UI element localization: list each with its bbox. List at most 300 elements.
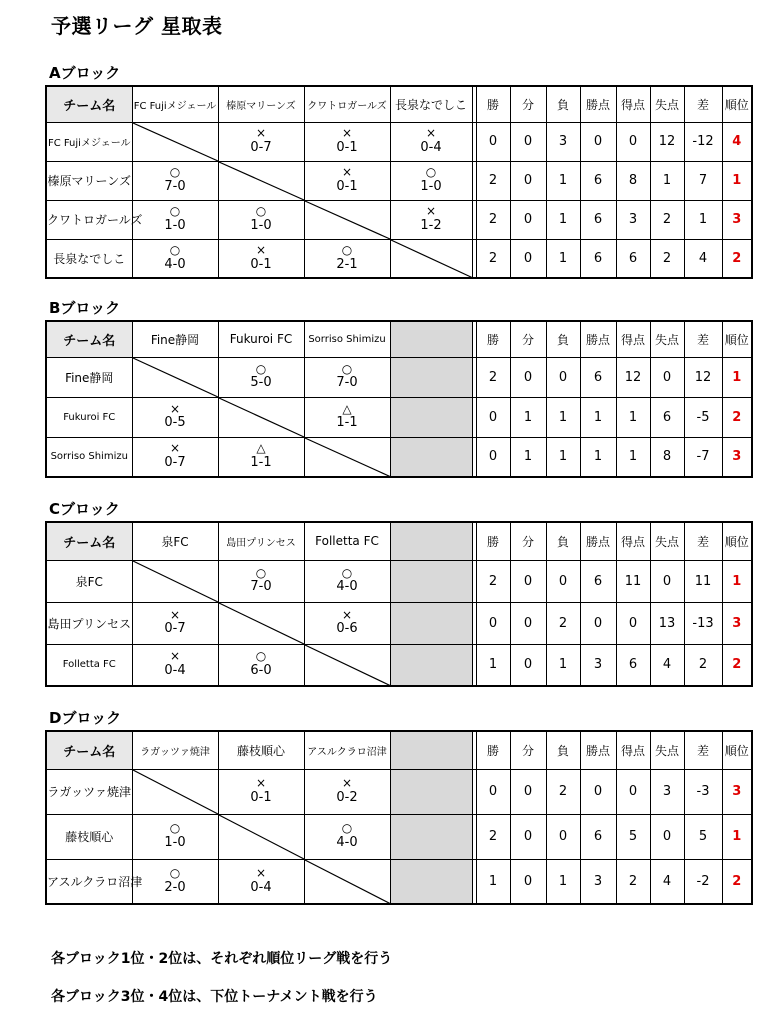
result-mark: × xyxy=(255,242,267,257)
standings-table xyxy=(45,85,753,279)
stat-value: 3 xyxy=(650,769,684,814)
team-name: 榛原マリーンズ xyxy=(46,161,132,200)
stat-value: 2 xyxy=(476,161,510,200)
table-row xyxy=(46,239,752,278)
table-row xyxy=(46,859,752,904)
header-stat: 差 xyxy=(684,321,722,357)
header-stat: 順位 xyxy=(722,522,752,560)
standings-table xyxy=(45,730,753,905)
header-opponent: 藤枝順心 xyxy=(218,731,304,769)
match-result xyxy=(304,357,390,397)
header-stat: 勝点 xyxy=(580,522,616,560)
result-score: 1-0 xyxy=(420,178,442,194)
stat-value: 6 xyxy=(580,200,616,239)
header-opponent: Fukuroi FC xyxy=(218,321,304,357)
result-score: 0-1 xyxy=(336,139,358,155)
stat-value: 1 xyxy=(510,397,546,437)
stat-value: 2 xyxy=(476,560,510,602)
result-score: 0-2 xyxy=(336,789,358,805)
stat-value: 2 xyxy=(476,200,510,239)
table-row xyxy=(46,644,752,686)
match-result xyxy=(132,602,218,644)
rank-value: 2 xyxy=(722,239,752,278)
stat-value: 13 xyxy=(650,602,684,644)
header-stat: 負 xyxy=(546,522,580,560)
table-row xyxy=(46,357,752,397)
match-result xyxy=(304,239,390,278)
result-mark: × xyxy=(169,607,181,622)
team-name: Fine静岡 xyxy=(46,357,132,397)
result-mark: ○ xyxy=(169,204,181,219)
team-name: 長泉なでしこ xyxy=(46,239,132,278)
header-stat: 失点 xyxy=(650,731,684,769)
stat-value: 6 xyxy=(580,357,616,397)
result-score: 4-0 xyxy=(164,256,186,272)
stat-value: 0 xyxy=(546,560,580,602)
stat-value: 8 xyxy=(650,437,684,477)
header-team-name: チーム名 xyxy=(46,86,132,122)
result-mark: △ xyxy=(342,401,352,416)
team-name: 藤枝順心 xyxy=(46,814,132,859)
stat-value: 0 xyxy=(510,122,546,161)
empty-column xyxy=(390,522,472,560)
result-mark: × xyxy=(341,607,353,622)
stat-value: 0 xyxy=(650,814,684,859)
header-stat: 分 xyxy=(510,731,546,769)
self-match-diagonal xyxy=(132,560,218,602)
team-name: 島田プリンセス xyxy=(46,602,132,644)
rank-value: 3 xyxy=(722,437,752,477)
stat-value: 0 xyxy=(476,602,510,644)
match-result xyxy=(304,814,390,859)
stat-value: 2 xyxy=(476,239,510,278)
empty-column xyxy=(390,731,472,769)
header-stat: 失点 xyxy=(650,86,684,122)
header-stat: 勝 xyxy=(476,86,510,122)
stat-value: -7 xyxy=(684,437,722,477)
match-result xyxy=(304,161,390,200)
match-result xyxy=(132,200,218,239)
standings-table xyxy=(45,521,753,687)
result-score: 0-4 xyxy=(164,663,186,679)
stat-value: 0 xyxy=(580,769,616,814)
header-stat: 分 xyxy=(510,86,546,122)
header-opponent: 島田プリンセス xyxy=(218,522,304,560)
stat-value: 12 xyxy=(650,122,684,161)
team-name: Folletta FC xyxy=(46,644,132,686)
header-stat: 勝 xyxy=(476,731,510,769)
standings-table xyxy=(45,320,753,478)
empty-cell xyxy=(390,437,472,477)
stat-value: -12 xyxy=(684,122,722,161)
match-result xyxy=(132,814,218,859)
table-row xyxy=(46,397,752,437)
result-score: 0-1 xyxy=(250,789,272,805)
stat-value: 4 xyxy=(650,859,684,904)
result-score: 6-0 xyxy=(250,663,272,679)
empty-cell xyxy=(390,859,472,904)
stat-value: 6 xyxy=(650,397,684,437)
self-match-diagonal xyxy=(390,239,472,278)
self-match-diagonal xyxy=(304,437,390,477)
self-match-diagonal xyxy=(304,200,390,239)
stat-value: 0 xyxy=(510,769,546,814)
stat-value: 0 xyxy=(650,357,684,397)
header-stat: 得点 xyxy=(616,321,650,357)
header-stat: 差 xyxy=(684,731,722,769)
rank-value: 2 xyxy=(722,644,752,686)
result-mark: × xyxy=(169,649,181,664)
result-score: 7-0 xyxy=(164,178,186,194)
table-row xyxy=(46,437,752,477)
table-row xyxy=(46,814,752,859)
stat-value: 6 xyxy=(580,814,616,859)
stat-value: 0 xyxy=(616,602,650,644)
team-name: クワトロガールズ xyxy=(46,200,132,239)
result-mark: ○ xyxy=(169,821,181,836)
header-team-name: チーム名 xyxy=(46,321,132,357)
result-mark: × xyxy=(341,126,353,141)
header-team-name: チーム名 xyxy=(46,522,132,560)
page-title: 予選リーグ 星取表 xyxy=(51,14,223,38)
result-score: 2-1 xyxy=(336,256,358,272)
header-stat: 勝 xyxy=(476,321,510,357)
stat-value: 0 xyxy=(616,122,650,161)
header-stat: 差 xyxy=(684,86,722,122)
stat-value: 6 xyxy=(580,161,616,200)
match-result xyxy=(218,644,304,686)
stat-value: 0 xyxy=(650,560,684,602)
result-mark: × xyxy=(341,165,353,180)
match-result xyxy=(390,122,472,161)
result-mark: × xyxy=(169,441,181,456)
team-name: FC Fujiメジェール xyxy=(46,122,132,161)
empty-cell xyxy=(390,560,472,602)
result-score: 7-0 xyxy=(250,579,272,595)
stat-value: 1 xyxy=(684,200,722,239)
stat-value: 3 xyxy=(616,200,650,239)
empty-cell xyxy=(390,397,472,437)
stat-value: 1 xyxy=(546,161,580,200)
header-opponent: 榛原マリーンズ xyxy=(218,86,304,122)
rank-value: 2 xyxy=(722,397,752,437)
result-mark: × xyxy=(169,401,181,416)
stat-value: -2 xyxy=(684,859,722,904)
match-result xyxy=(132,397,218,437)
result-score: 0-4 xyxy=(420,139,442,155)
empty-cell xyxy=(390,357,472,397)
empty-cell xyxy=(390,602,472,644)
match-result xyxy=(218,357,304,397)
stat-value: 12 xyxy=(616,357,650,397)
result-score: 1-1 xyxy=(250,455,272,471)
result-mark: ○ xyxy=(341,361,353,376)
self-match-diagonal xyxy=(218,602,304,644)
rank-value: 1 xyxy=(722,560,752,602)
stat-value: 12 xyxy=(684,357,722,397)
empty-cell xyxy=(390,769,472,814)
match-result xyxy=(218,560,304,602)
rank-value: 4 xyxy=(722,122,752,161)
self-match-diagonal xyxy=(132,769,218,814)
stat-value: 0 xyxy=(510,200,546,239)
stat-value: 2 xyxy=(476,814,510,859)
stat-value: 0 xyxy=(510,357,546,397)
self-match-diagonal xyxy=(218,397,304,437)
stat-value: 2 xyxy=(650,200,684,239)
stat-value: 0 xyxy=(510,239,546,278)
header-stat: 順位 xyxy=(722,321,752,357)
rank-value: 1 xyxy=(722,357,752,397)
stat-value: 6 xyxy=(616,644,650,686)
result-mark: ○ xyxy=(169,242,181,257)
match-result xyxy=(132,859,218,904)
stat-value: 0 xyxy=(510,814,546,859)
header-stat: 勝 xyxy=(476,522,510,560)
result-mark: × xyxy=(341,776,353,791)
header-opponent: 長泉なでしこ xyxy=(390,86,472,122)
header-opponent: アスルクラロ沼津 xyxy=(304,731,390,769)
header-stat: 勝点 xyxy=(580,321,616,357)
stat-value: 7 xyxy=(684,161,722,200)
match-result xyxy=(390,200,472,239)
stat-value: 0 xyxy=(476,769,510,814)
match-result xyxy=(304,769,390,814)
stat-value: -5 xyxy=(684,397,722,437)
self-match-diagonal xyxy=(304,644,390,686)
result-mark: ○ xyxy=(341,565,353,580)
match-result xyxy=(218,239,304,278)
header-opponent: Sorriso Shimizu xyxy=(304,321,390,357)
block-title: Cブロック xyxy=(49,500,120,518)
stat-value: 2 xyxy=(616,859,650,904)
result-mark: × xyxy=(425,204,437,219)
block-title: Dブロック xyxy=(49,709,122,727)
rank-value: 1 xyxy=(722,161,752,200)
team-name: Fukuroi FC xyxy=(46,397,132,437)
result-score: 7-0 xyxy=(336,375,358,391)
match-result xyxy=(304,397,390,437)
match-result xyxy=(218,200,304,239)
rank-value: 3 xyxy=(722,602,752,644)
result-mark: ○ xyxy=(255,204,267,219)
match-result xyxy=(132,644,218,686)
result-score: 1-1 xyxy=(336,415,358,431)
header-team-name: チーム名 xyxy=(46,731,132,769)
header-stat: 負 xyxy=(546,86,580,122)
header-stat: 負 xyxy=(546,731,580,769)
result-mark: × xyxy=(255,865,267,880)
result-mark: ○ xyxy=(169,865,181,880)
rank-value: 2 xyxy=(722,859,752,904)
header-stat: 得点 xyxy=(616,86,650,122)
header-opponent: Folletta FC xyxy=(304,522,390,560)
stat-value: 5 xyxy=(616,814,650,859)
stat-value: 1 xyxy=(476,859,510,904)
header-stat: 順位 xyxy=(722,731,752,769)
stat-value: 3 xyxy=(580,859,616,904)
stat-value: 0 xyxy=(476,122,510,161)
stat-value: 2 xyxy=(546,769,580,814)
result-mark: ○ xyxy=(425,165,437,180)
stat-value: 1 xyxy=(616,437,650,477)
table-row xyxy=(46,161,752,200)
stat-value: 2 xyxy=(650,239,684,278)
result-score: 1-0 xyxy=(250,217,272,233)
match-result xyxy=(218,122,304,161)
match-result xyxy=(132,161,218,200)
stat-value: 1 xyxy=(546,239,580,278)
header-opponent: クワトロガールズ xyxy=(304,86,390,122)
stat-value: 0 xyxy=(510,602,546,644)
result-mark: △ xyxy=(256,441,266,456)
stat-value: 11 xyxy=(616,560,650,602)
note-lower-tournament: 各ブロック3位・4位は、下位トーナメント戦を行う xyxy=(51,989,378,1005)
block-title: Bブロック xyxy=(49,299,121,317)
team-name: ラガッツァ焼津 xyxy=(46,769,132,814)
rank-value: 3 xyxy=(722,200,752,239)
header-stat: 負 xyxy=(546,321,580,357)
header-stat: 失点 xyxy=(650,321,684,357)
result-score: 0-6 xyxy=(336,621,358,637)
result-mark: ○ xyxy=(255,649,267,664)
self-match-diagonal xyxy=(218,161,304,200)
stat-value: 3 xyxy=(580,644,616,686)
result-score: 5-0 xyxy=(250,375,272,391)
result-score: 0-1 xyxy=(250,256,272,272)
header-opponent: Fine静岡 xyxy=(132,321,218,357)
header-stat: 差 xyxy=(684,522,722,560)
stat-value: 5 xyxy=(684,814,722,859)
result-score: 0-4 xyxy=(250,879,272,895)
result-score: 4-0 xyxy=(336,834,358,850)
match-result xyxy=(304,560,390,602)
stat-value: 1 xyxy=(546,859,580,904)
result-mark: ○ xyxy=(169,165,181,180)
stat-value: 0 xyxy=(476,397,510,437)
stat-value: 0 xyxy=(546,357,580,397)
match-result xyxy=(218,437,304,477)
stat-value: 6 xyxy=(580,560,616,602)
block-title: Aブロック xyxy=(49,64,121,82)
result-score: 2-0 xyxy=(164,879,186,895)
stat-value: 6 xyxy=(580,239,616,278)
match-result xyxy=(218,769,304,814)
result-score: 0-7 xyxy=(164,455,186,471)
stat-value: 2 xyxy=(476,357,510,397)
match-result xyxy=(132,437,218,477)
match-result xyxy=(132,239,218,278)
stat-value: 0 xyxy=(510,644,546,686)
result-score: 0-7 xyxy=(164,621,186,637)
result-mark: ○ xyxy=(341,821,353,836)
stat-value: 1 xyxy=(546,397,580,437)
team-name: Sorriso Shimizu xyxy=(46,437,132,477)
result-score: 1-2 xyxy=(420,217,442,233)
result-mark: ○ xyxy=(255,565,267,580)
stat-value: 1 xyxy=(616,397,650,437)
stat-value: 0 xyxy=(580,602,616,644)
header-stat: 順位 xyxy=(722,86,752,122)
match-result xyxy=(218,859,304,904)
self-match-diagonal xyxy=(132,357,218,397)
table-row xyxy=(46,122,752,161)
stat-value: 3 xyxy=(546,122,580,161)
stat-value: 1 xyxy=(546,644,580,686)
stat-value: 1 xyxy=(476,644,510,686)
header-opponent: ラガッツァ焼津 xyxy=(132,731,218,769)
table-row xyxy=(46,602,752,644)
stat-value: 0 xyxy=(616,769,650,814)
rank-value: 1 xyxy=(722,814,752,859)
stat-value: 8 xyxy=(616,161,650,200)
team-name: アスルクラロ沼津 xyxy=(46,859,132,904)
stat-value: 0 xyxy=(476,437,510,477)
stat-value: 11 xyxy=(684,560,722,602)
header-stat: 分 xyxy=(510,321,546,357)
result-score: 0-5 xyxy=(164,415,186,431)
stat-value: 1 xyxy=(580,397,616,437)
header-stat: 得点 xyxy=(616,731,650,769)
stat-value: 1 xyxy=(510,437,546,477)
table-row xyxy=(46,200,752,239)
stat-value: 0 xyxy=(546,814,580,859)
table-row xyxy=(46,560,752,602)
stat-value: 1 xyxy=(580,437,616,477)
header-stat: 勝点 xyxy=(580,731,616,769)
stat-value: 0 xyxy=(510,161,546,200)
stat-value: 0 xyxy=(580,122,616,161)
stat-value: 4 xyxy=(684,239,722,278)
result-score: 0-1 xyxy=(336,178,358,194)
stat-value: 2 xyxy=(684,644,722,686)
table-row xyxy=(46,769,752,814)
empty-column xyxy=(390,321,472,357)
stat-value: 0 xyxy=(510,560,546,602)
rank-value: 3 xyxy=(722,769,752,814)
result-mark: × xyxy=(255,126,267,141)
result-score: 1-0 xyxy=(164,217,186,233)
header-stat: 分 xyxy=(510,522,546,560)
stat-value: 1 xyxy=(650,161,684,200)
stat-value: 4 xyxy=(650,644,684,686)
match-result xyxy=(304,122,390,161)
header-stat: 勝点 xyxy=(580,86,616,122)
stat-value: 1 xyxy=(546,437,580,477)
header-stat: 失点 xyxy=(650,522,684,560)
self-match-diagonal xyxy=(304,859,390,904)
note-upper-league: 各ブロック1位・2位は、それぞれ順位リーグ戦を行う xyxy=(51,951,393,967)
match-result xyxy=(304,602,390,644)
result-mark: × xyxy=(425,126,437,141)
empty-cell xyxy=(390,644,472,686)
result-score: 1-0 xyxy=(164,834,186,850)
stat-value: -3 xyxy=(684,769,722,814)
stat-value: -13 xyxy=(684,602,722,644)
self-match-diagonal xyxy=(218,814,304,859)
result-mark: × xyxy=(255,776,267,791)
result-score: 4-0 xyxy=(336,579,358,595)
team-name: 泉FC xyxy=(46,560,132,602)
header-opponent: FC Fujiメジェール xyxy=(132,86,218,122)
stat-value: 2 xyxy=(546,602,580,644)
header-opponent: 泉FC xyxy=(132,522,218,560)
header-stat: 得点 xyxy=(616,522,650,560)
result-score: 0-7 xyxy=(250,139,272,155)
result-mark: ○ xyxy=(255,361,267,376)
stat-value: 6 xyxy=(616,239,650,278)
self-match-diagonal xyxy=(132,122,218,161)
